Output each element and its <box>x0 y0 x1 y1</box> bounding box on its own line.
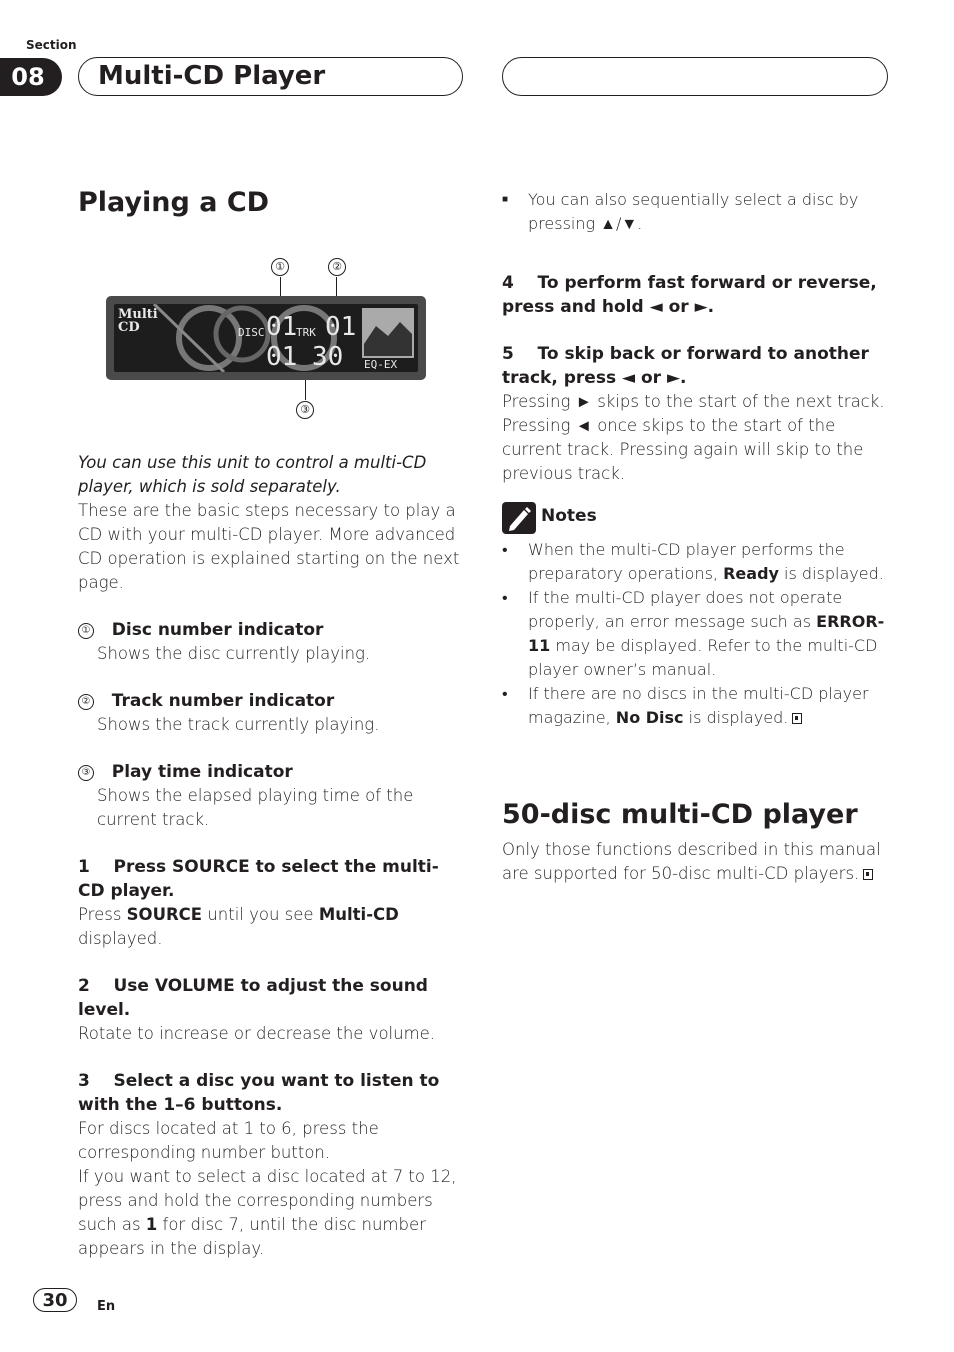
indicator-2 <box>78 689 463 737</box>
right-column-body <box>502 188 892 486</box>
note-item-1: • When the multi-CD player performs the preparatory operations, Ready is displayed. <box>502 538 890 586</box>
step-3 <box>78 1069 463 1261</box>
page-number: 30 <box>33 1288 77 1312</box>
callout-2: ② <box>328 257 346 276</box>
indicator-3-number: ③ <box>78 765 94 781</box>
end-of-section-icon-2 <box>863 869 873 880</box>
end-of-section-icon <box>792 713 802 724</box>
indicator-2-title: Track number indicator <box>111 691 335 711</box>
lcd-source-label: Multi CD <box>118 307 158 335</box>
step-4-title: 4 To perform fast forward or reverse, press and hold ◄ or ►. <box>502 273 883 317</box>
indicator-3-desc: Shows the elapsed playing time of the current track. <box>97 786 414 829</box>
notes-list <box>502 538 890 730</box>
fifty-disc-text: Only those functions described in this manual are supported for 50-disc multi-CD players. <box>502 840 881 883</box>
indicator-2-number: ② <box>78 694 94 710</box>
chapter-title: Multi-CD Player <box>98 61 326 91</box>
indicator-3-title: Play time indicator <box>111 762 293 782</box>
indicator-1 <box>78 618 463 666</box>
lcd-track-label: TRK <box>296 326 316 339</box>
lcd-disc-label: DISC <box>238 326 265 339</box>
lcd-eq-label: EQ-EX <box>364 358 398 371</box>
step-2-text: Rotate to increase or decrease the volume. <box>78 1024 436 1043</box>
tip-square-bullet: ■ <box>502 194 509 205</box>
notes-list-container <box>502 538 890 730</box>
intro-italic: You can use this unit to control a multi-CD player, which is sold separately. <box>78 453 427 496</box>
step-5-title: 5 To skip back or forward to another track, press ◄ or ►. <box>502 344 875 388</box>
tip-text: ■ You can also sequentially select a disc by pressing ▲/▼. <box>502 190 859 233</box>
indicator-1-number: ① <box>78 623 94 639</box>
notes-pencil-icon <box>502 502 536 534</box>
callout-3: ③ <box>296 400 314 419</box>
step-3-text-2: If you want to select a disc located at 7 to 12, press and hold the corresponding numbers such as 1 for disc 7, until the disc number appears in the display. <box>78 1167 457 1258</box>
step-1-title: 1 Press SOURCE to select the multi-CD player. <box>78 857 439 901</box>
head-unit-display-figure <box>106 296 426 380</box>
note-item-3: • If there are no discs in the multi-CD player magazine, No Disc is displayed. <box>502 682 890 730</box>
lcd-time-minutes: 01 <box>266 342 298 372</box>
step-2 <box>78 974 463 1046</box>
section-heading-playing-a-cd: Playing a CD <box>78 187 270 218</box>
empty-title-frame <box>502 57 888 96</box>
language-label: En <box>97 1299 116 1314</box>
left-column-body <box>78 451 463 1261</box>
indicator-3 <box>78 760 463 832</box>
step-2-title: 2 Use VOLUME to adjust the sound level. <box>78 976 434 1020</box>
intro-text: These are the basic steps necessary to play a CD with your multi-CD player. More advanced CD operation is explained starting on the next page. <box>78 501 460 592</box>
indicator-2-desc: Shows the track currently playing. <box>97 715 380 734</box>
notes-label: Notes <box>541 506 597 526</box>
section-heading-50-disc: 50-disc multi-CD player <box>502 799 858 830</box>
step-1 <box>78 855 463 951</box>
step-5-text: Pressing ► skips to the start of the next track. Pressing ◄ once skips to the start of the current track. Pressing again will skip to the previous track. <box>502 392 885 483</box>
step-1-text: Press SOURCE until you see Multi-CD displayed. <box>78 905 399 948</box>
section-label: Section <box>26 38 77 52</box>
note-item-2: • If the multi-CD player does not operate properly, an error message such as ERROR-11 may be displayed. Refer to the multi-CD player owner’s manual. <box>502 586 890 682</box>
step-3-title: 3 Select a disc you want to listen to with the 1–6 buttons. <box>78 1071 446 1115</box>
lcd-track-number: 01 <box>325 312 357 342</box>
lcd-disc-number: 01 <box>266 312 298 342</box>
lcd-time-seconds: 30 <box>312 342 344 372</box>
indicator-1-title: Disc number indicator <box>111 620 324 640</box>
section-number-tab: 08 <box>0 58 62 96</box>
step-3-text-1: For discs located at 1 to 6, press the corresponding number button. <box>78 1119 379 1162</box>
callout-1: ① <box>271 257 289 276</box>
indicator-1-desc: Shows the disc currently playing. <box>97 644 371 663</box>
